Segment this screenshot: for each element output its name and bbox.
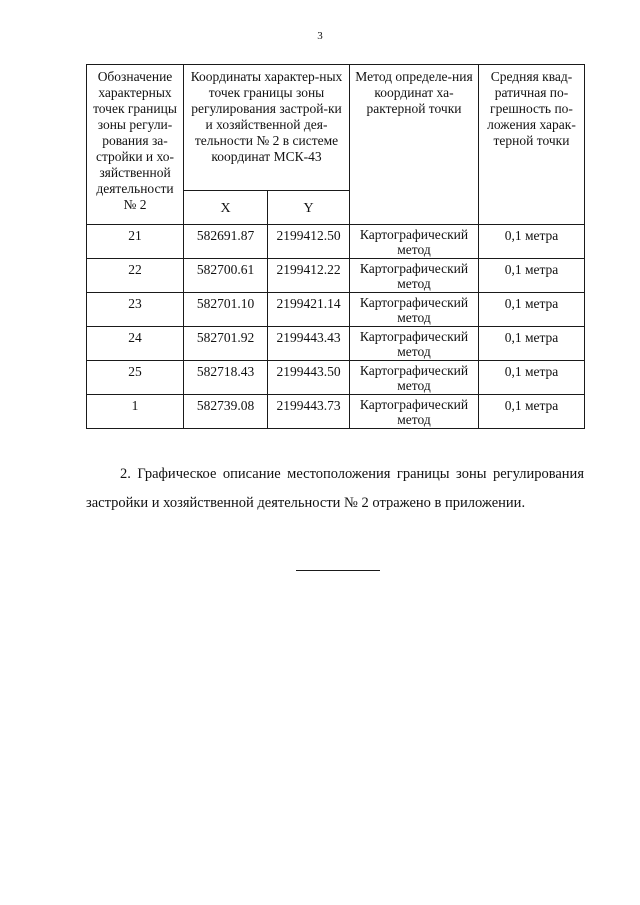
header-error: Средняя квад-ратичная по-грешность по-ложения харак-терной точки: [479, 65, 585, 225]
table-row: [87, 361, 585, 395]
table-header-row: [87, 65, 585, 191]
cell-error: 0,1 метра: [479, 225, 585, 259]
page-number: 3: [317, 30, 323, 42]
body-paragraph: 2. Графическое описание местоположения границы зоны регулирования застройки и хозяйственной деятельности № 2 отражено в приложении.: [86, 466, 584, 511]
table-row: [87, 225, 585, 259]
cell-y: 2199412.50: [268, 225, 350, 259]
cell-y: 2199443.50: [268, 361, 350, 395]
cell-y: 2199443.73: [268, 395, 350, 429]
header-y: Y: [268, 191, 350, 225]
cell-x: 582701.92: [184, 327, 268, 361]
cell-method: Картографический метод: [350, 225, 479, 259]
cell-y: 2199412.22: [268, 259, 350, 293]
cell-error: 0,1 метра: [479, 327, 585, 361]
header-x: X: [184, 191, 268, 225]
header-method: Метод определе-ния координат ха-рактерной точки: [350, 65, 479, 225]
cell-error: 0,1 метра: [479, 361, 585, 395]
cell-point: 21: [87, 225, 184, 259]
cell-error: 0,1 метра: [479, 293, 585, 327]
table-row: [87, 327, 585, 361]
cell-point: 23: [87, 293, 184, 327]
cell-x: 582718.43: [184, 361, 268, 395]
cell-point: 22: [87, 259, 184, 293]
cell-method: Картографический метод: [350, 395, 479, 429]
cell-point: 25: [87, 361, 184, 395]
cell-method: Картографический метод: [350, 327, 479, 361]
cell-method: Картографический метод: [350, 361, 479, 395]
header-coordinates: Координаты характер-ных точек границы зоны регулирования застрой-ки и хозяйственной дея-тельности № 2 в системе координат МСК-43: [184, 65, 350, 191]
cell-x: 582739.08: [184, 395, 268, 429]
cell-error: 0,1 метра: [479, 259, 585, 293]
cell-x: 582691.87: [184, 225, 268, 259]
cell-x: 582700.61: [184, 259, 268, 293]
table-row: [87, 395, 585, 429]
end-divider: [296, 570, 380, 571]
cell-method: Картографический метод: [350, 259, 479, 293]
cell-error: 0,1 метра: [479, 395, 585, 429]
cell-method: Картографический метод: [350, 293, 479, 327]
table-row: [87, 293, 585, 327]
cell-y: 2199421.14: [268, 293, 350, 327]
cell-y: 2199443.43: [268, 327, 350, 361]
cell-point: 24: [87, 327, 184, 361]
cell-point: 1: [87, 395, 184, 429]
table-row: [87, 259, 585, 293]
cell-x: 582701.10: [184, 293, 268, 327]
header-point: Обозначение характерных точек границы зоны регули-рования за-стройки и хо-зяйственной деятельности № 2: [87, 65, 184, 225]
coordinates-table: [86, 64, 585, 429]
